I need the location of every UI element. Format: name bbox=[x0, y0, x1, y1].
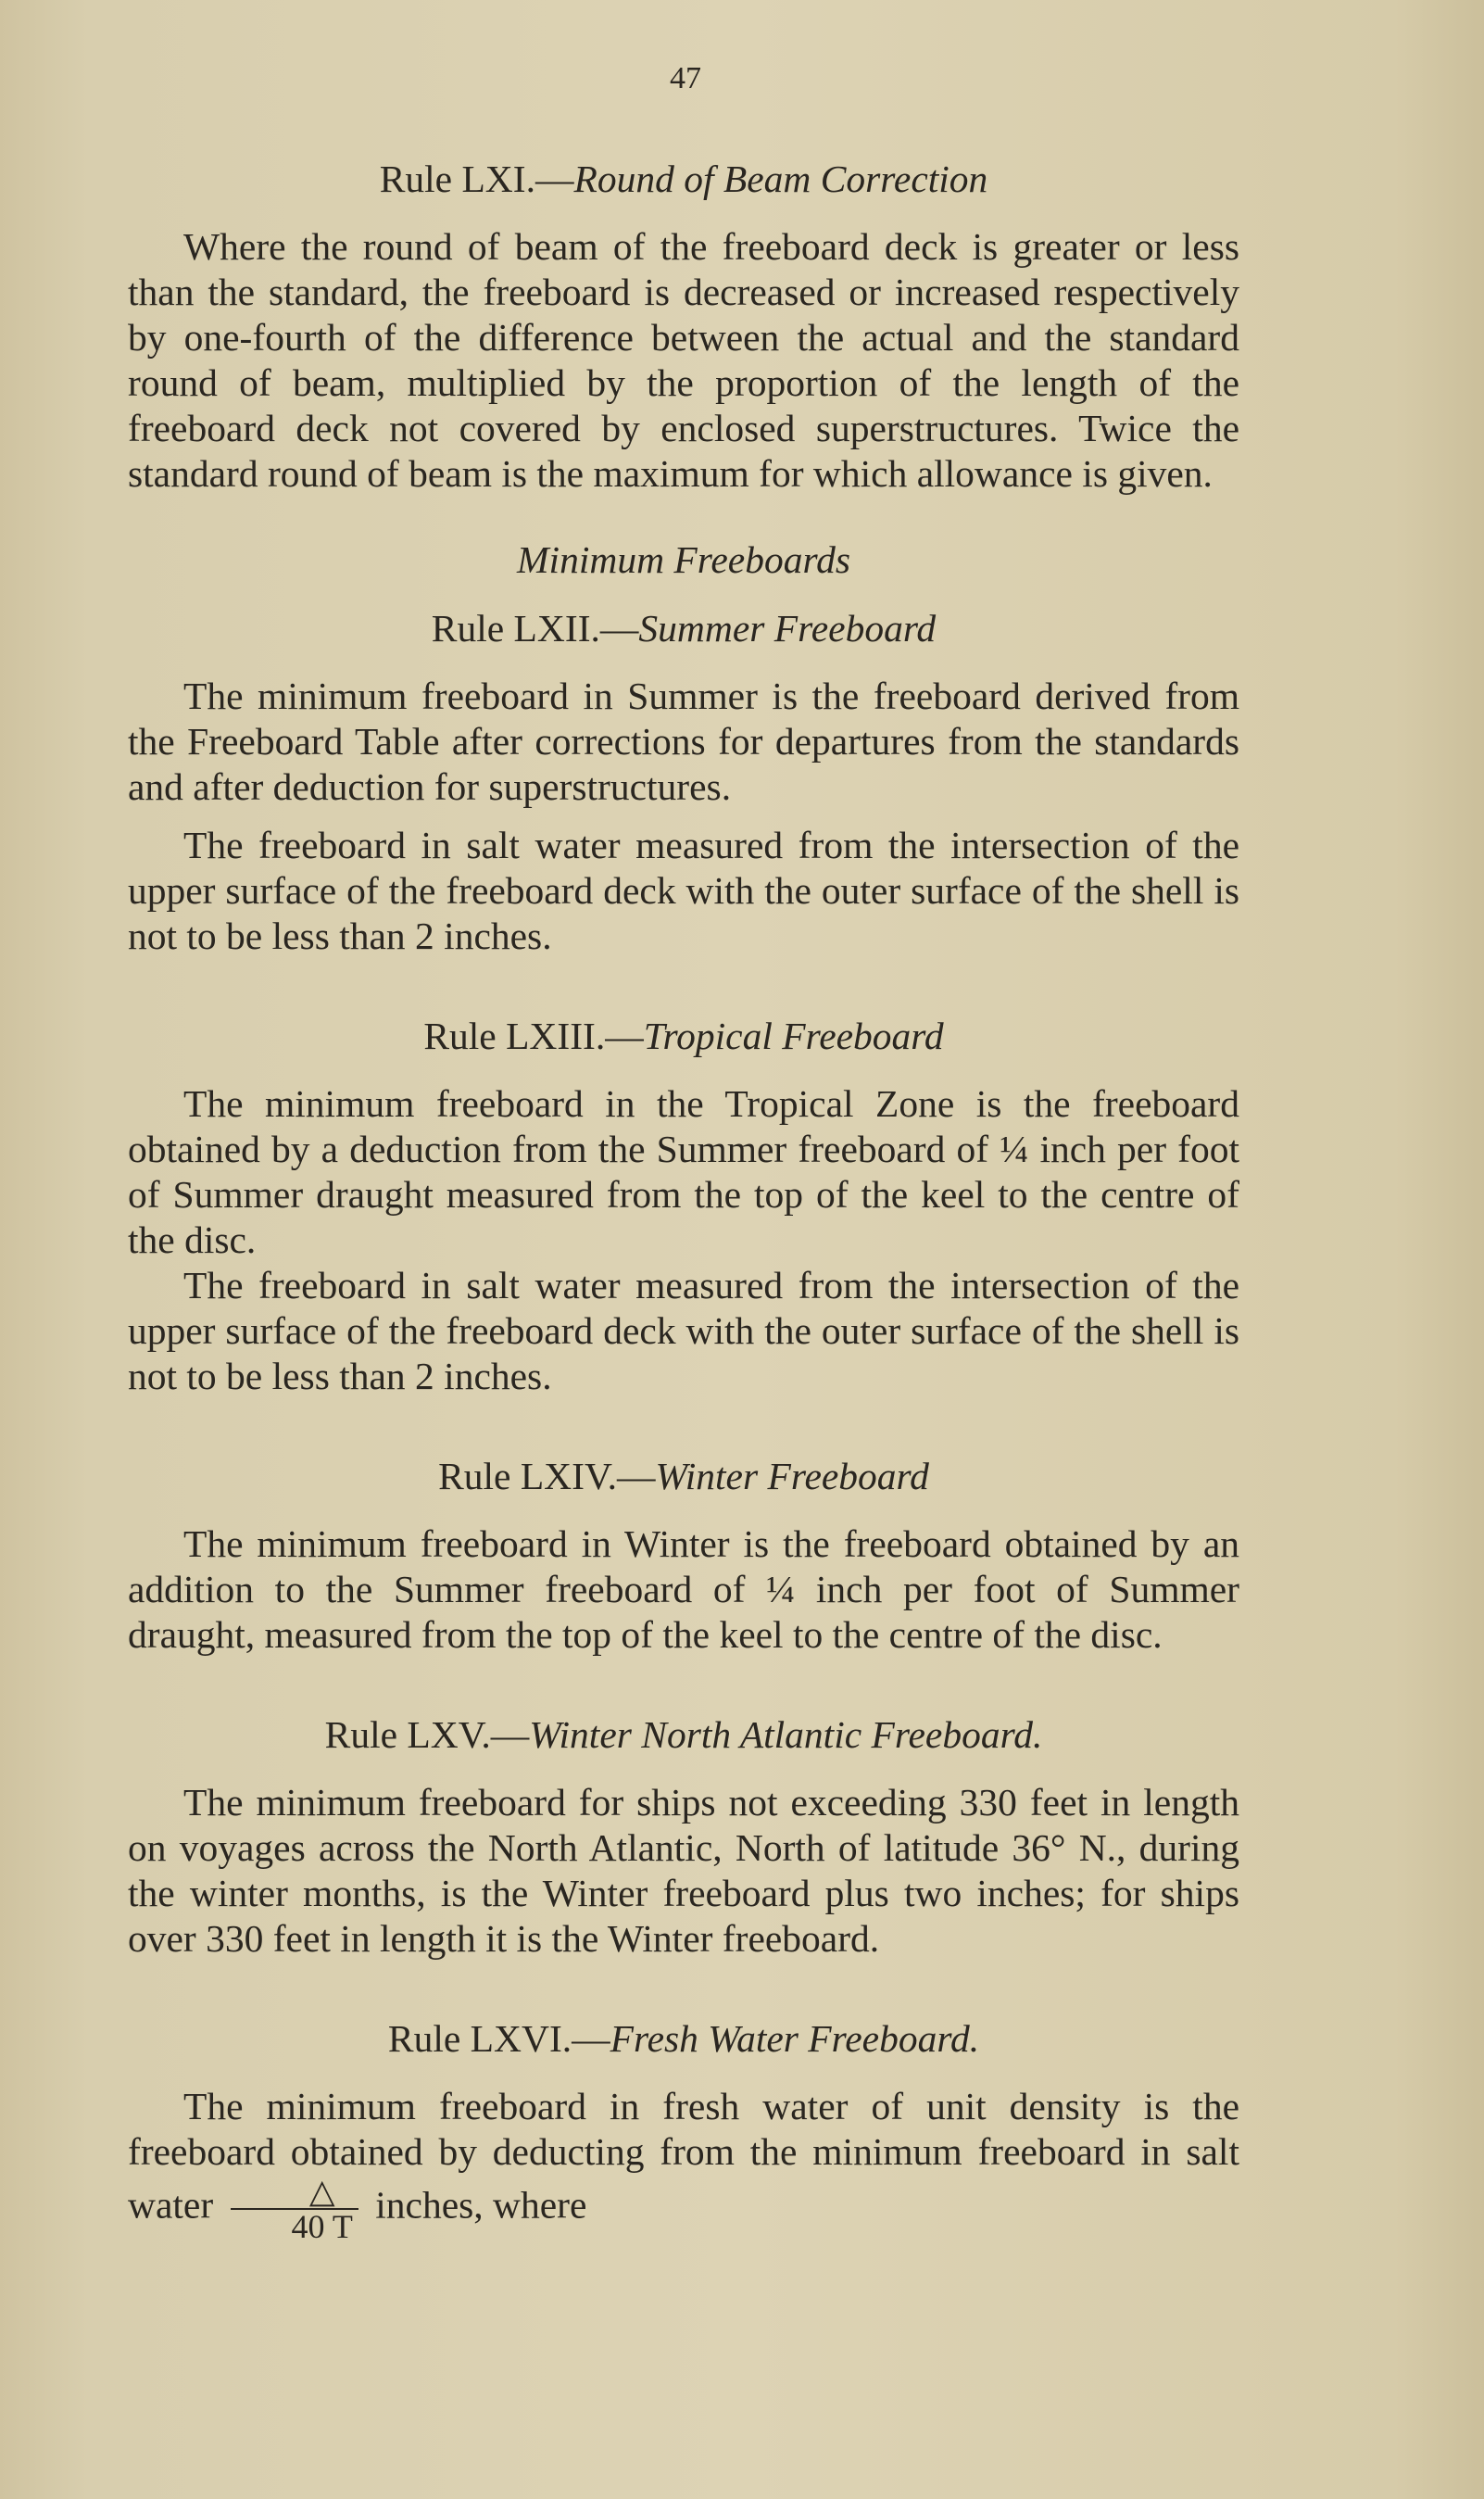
rule-lxi-title: Round of Beam Correction bbox=[573, 158, 988, 200]
rule-lxii-paragraph-2: The freeboard in salt water measured from the intersection of the upper surface of the freeboard deck with the outer surface of the shell is not to be less than 2 inches. bbox=[128, 824, 1239, 957]
rule-lxv-title: Winter North Atlantic Freeboard. bbox=[529, 1713, 1043, 1756]
delta-over-40t-fraction bbox=[231, 2175, 358, 2243]
minimum-freeboards-heading: Minimum Freeboards bbox=[516, 538, 850, 581]
rule-lxvi-number: Rule LXVI.— bbox=[387, 2017, 610, 2060]
rule-lxi-heading bbox=[128, 156, 1239, 202]
rule-lxvi-paragraph bbox=[128, 2084, 1239, 2243]
page-content bbox=[128, 156, 1239, 2243]
rule-lxvi-heading bbox=[128, 2015, 1239, 2062]
rule-lxiv-heading bbox=[128, 1453, 1239, 1499]
rule-lxiv-title: Winter Freeboard bbox=[655, 1455, 929, 1497]
rule-lxii-number: Rule LXII.— bbox=[431, 607, 639, 650]
rule-lxvi-text-before: The minimum freeboard in fresh water of unit density is the freeboard obtained by deducting from the minimum freeboard in salt water bbox=[128, 2085, 1239, 2227]
rule-lxii-heading bbox=[128, 605, 1239, 651]
rule-lxvi-title: Fresh Water Freeboard. bbox=[610, 2017, 980, 2060]
rule-lxvi-text-after: inches, where bbox=[375, 2183, 587, 2227]
rule-lxiv-paragraph: The minimum freeboard in Winter is the freeboard obtained by an addition to the Summer freeboard of ¼ inch per foot of Summer draught, measured from the top of the keel to the centre of the disc. bbox=[128, 1522, 1239, 1656]
rule-lxiii-paragraph-2: The freeboard in salt water measured from the intersection of the upper surface of the freeboard deck with the outer surface of the shell is not to be less than 2 inches. bbox=[128, 1264, 1239, 1397]
rule-lxiii-number: Rule LXIII.— bbox=[423, 1015, 644, 1057]
rule-lxi-number: Rule LXI.— bbox=[379, 158, 574, 200]
fraction-numerator: △ bbox=[231, 2175, 358, 2210]
rule-lxv-number: Rule LXV.— bbox=[324, 1713, 530, 1756]
rule-lxi-paragraph: Where the round of beam of the freeboard deck is greater or less than the standard, the freeboard is decreased or increased respectively by one-fourth of the difference between the actual and the standard round of beam, multiplied by the proportion of the length of the freeboard deck not covered by enclosed superstructures. Twice the standard round of beam is the maximum for which allowance is given. bbox=[128, 225, 1239, 495]
rule-lxiv-number: Rule LXIV.— bbox=[438, 1455, 656, 1497]
rule-lxv-heading bbox=[128, 1711, 1239, 1758]
rule-lxii-title: Summer Freeboard bbox=[638, 607, 937, 650]
rule-lxii-paragraph-1: The minimum freeboard in Summer is the freeboard derived from the Freeboard Table after corrections for departures from the standards and after deduction for superstructures. bbox=[128, 675, 1239, 808]
rule-lxiii-title: Tropical Freeboard bbox=[643, 1015, 944, 1057]
rule-lxv-paragraph: The minimum freeboard for ships not exceeding 330 feet in length on voyages across the North Atlantic, North of latitude 36° N., during the winter months, is the Winter freeboard plus two inches; for ships over 330 feet in length it is the Winter freeboard. bbox=[128, 1781, 1239, 1960]
rule-lxiii-paragraph-1: The minimum freeboard in the Tropical Zone is the freeboard obtained by a deduction from the Summer freeboard of ¼ inch per foot of Summer draught measured from the top of the keel to the centre of the disc. bbox=[128, 1082, 1239, 1261]
rule-lxiii-heading bbox=[128, 1013, 1239, 1059]
fraction-denominator: 40 T bbox=[291, 2208, 353, 2245]
page-number: 47 bbox=[670, 61, 701, 95]
